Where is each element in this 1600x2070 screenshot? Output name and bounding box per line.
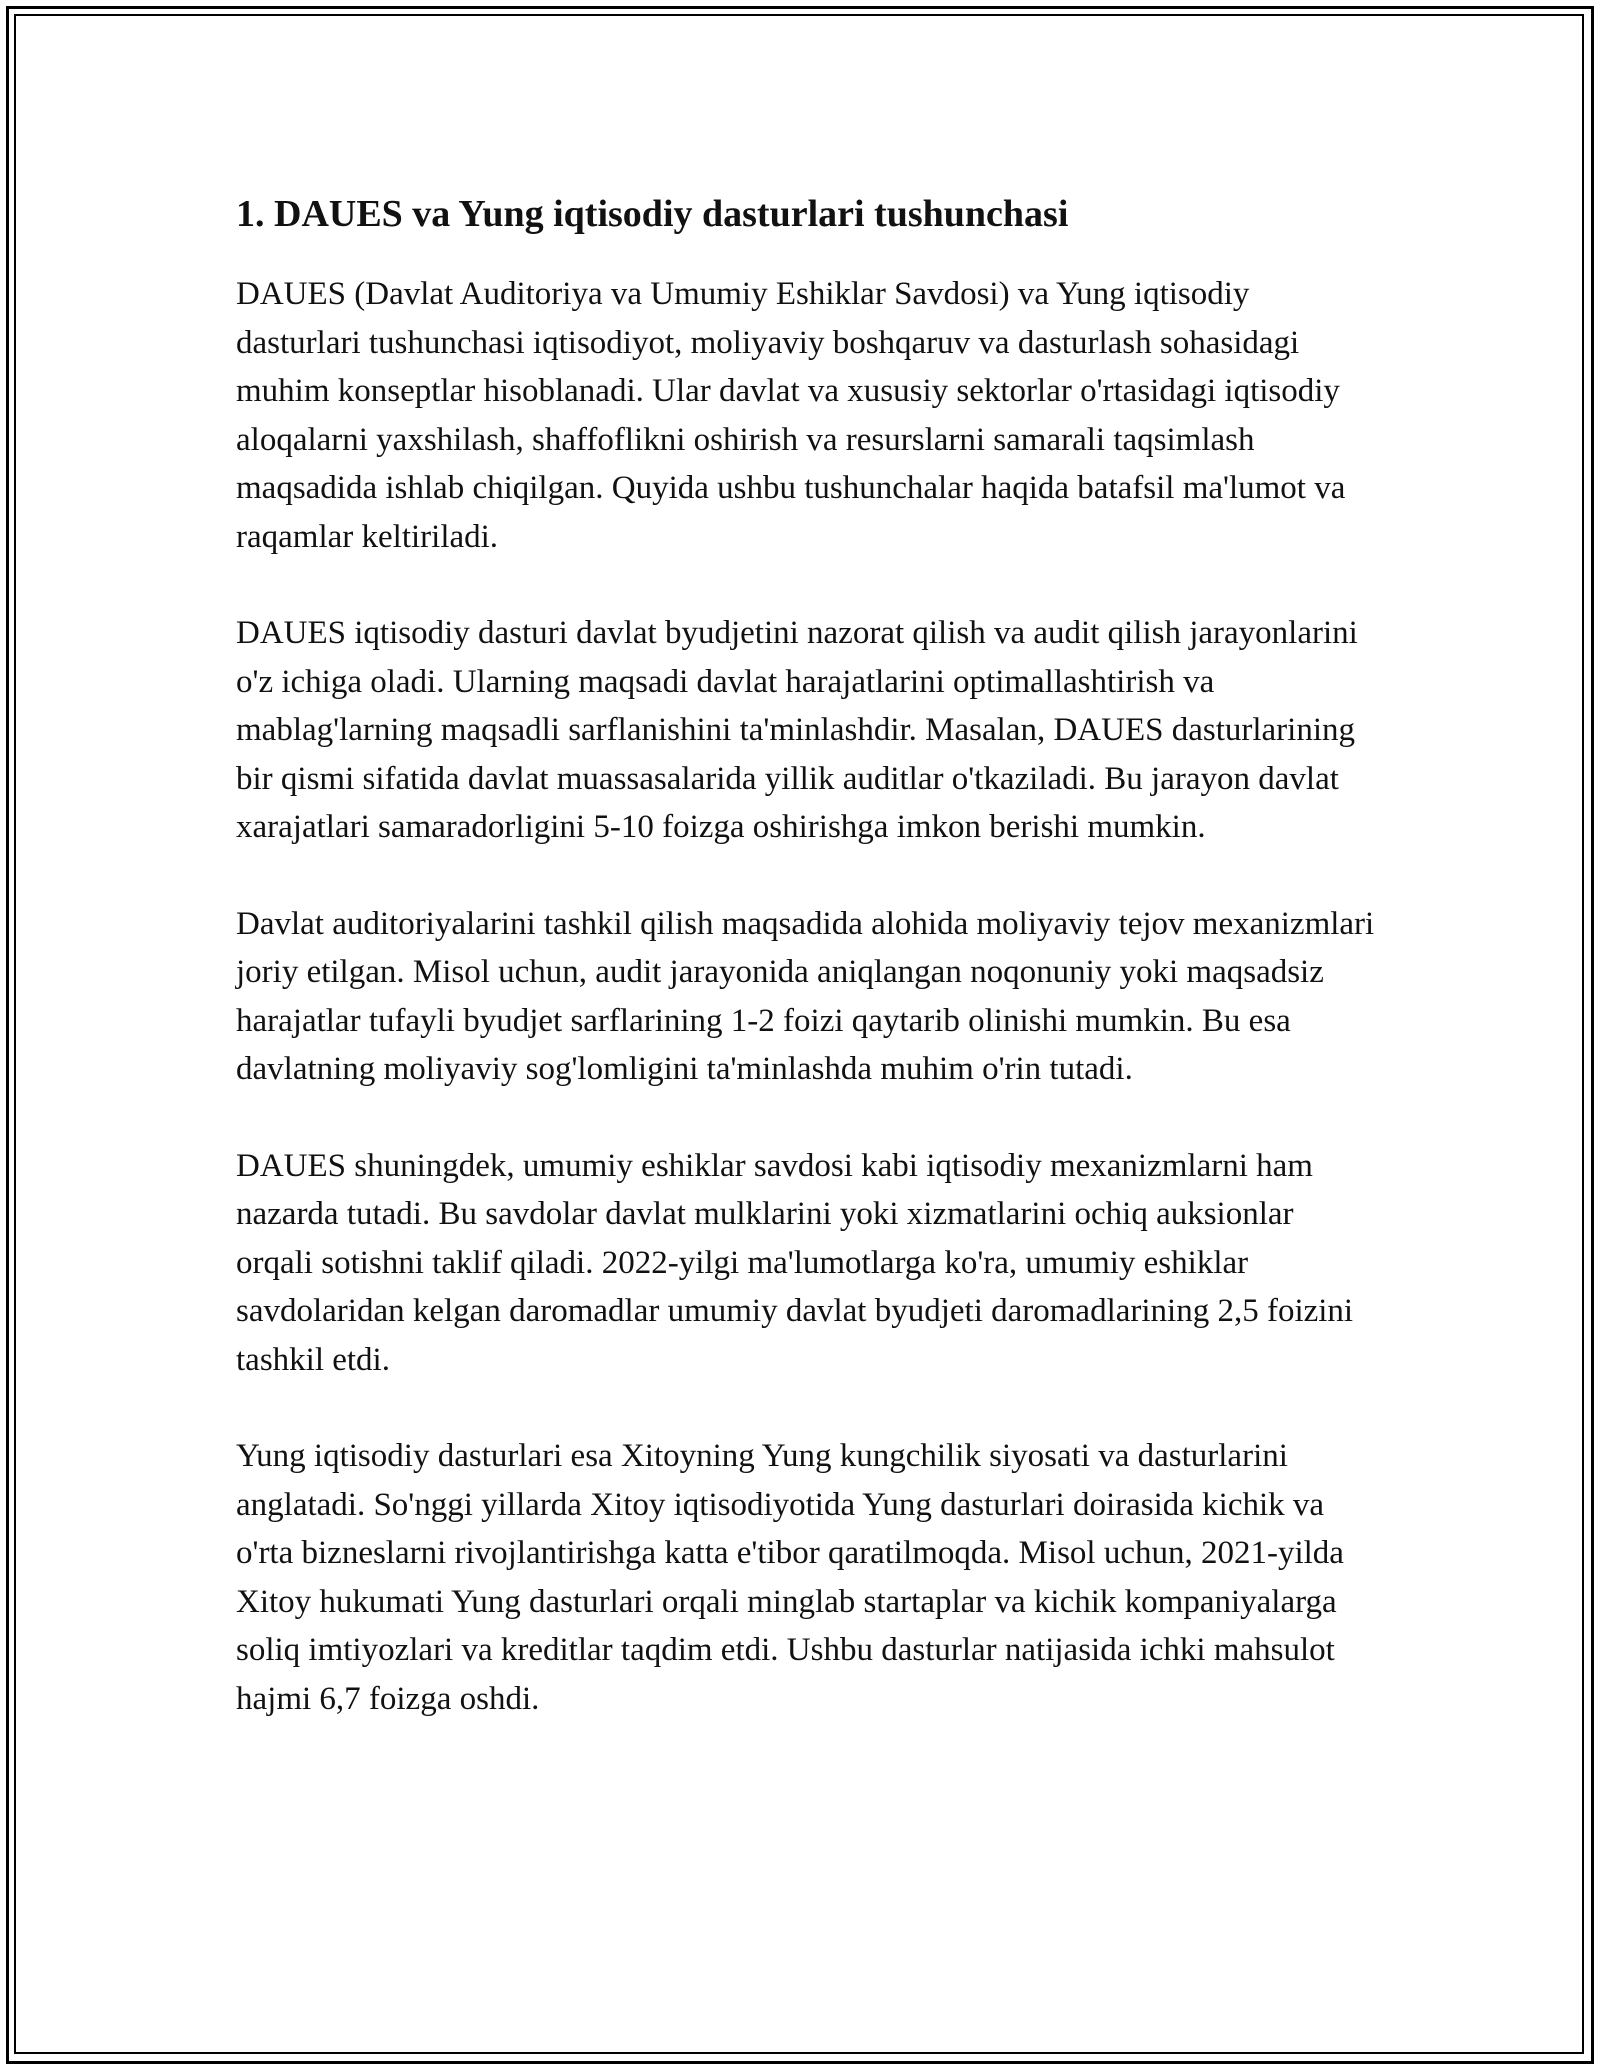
paragraph-audit-savings: Davlat auditoriyalarini tashkil qilish maqsadida alohida moliyaviy tejov mexanizmlari joriy etilgan. Misol uchun, audit jarayonida aniqlangan noqonuniy yoki maqsadsiz harajatlar tufayli byudjet sarflarining 1-2 foizi qaytarib olinishi mumkin. Bu esa davlatning moliyaviy sog'lomligini ta'minlashda muhim o'rin tutadi. <box>236 905 1375 1087</box>
document-body <box>236 186 1376 1771</box>
paragraph-daues-budget: DAUES iqtisodiy dasturi davlat byudjetini nazorat qilish va audit qilish jarayonlarini o'z ichiga oladi. Ularning maqsadi davlat harajatlarini optimallashtirish va mablag'larning maqsadli sarflanishini ta'minlashdir. Masalan, DAUES dasturlarining bir qismi sifatida davlat muassasalarida yillik auditlar o'tkaziladi. Bu jarayon davlat xarajatlari samaradorligini 5-10 foizga oshirishga imkon berishi mumkin. <box>236 615 1358 845</box>
paragraph-public-auctions: DAUES shuningdek, umumiy eshiklar savdosi kabi iqtisodiy mexanizmlarni ham nazarda tutadi. Bu savdolar davlat mulklarini yoki xizmatlarini ochiq auksionlar orqali sotishni taklif qiladi. 2022-yilgi ma'lumotlarga ko'ra, umumiy eshiklar savdolaridan kelgan daromadlar umumiy davlat byudjeti daromadlarining 2,5 foizini tashkil etdi. <box>236 1147 1354 1378</box>
page-title: 1. DAUES va Yung iqtisodiy dasturlari tushunchasi <box>236 193 1069 235</box>
paragraph-intro: DAUES (Davlat Auditoriya va Umumiy Eshiklar Savdosi) va Yung iqtisodiy dasturlari tushunchasi iqtisodiyot, moliyaviy boshqaruv va dasturlash sohasidagi muhim konseptlar hisoblanadi. Ular davlat va xususiy sektorlar o'rtasidagi iqtisodiy aloqalarni yaxshilash, shaffoflikni oshirish va resurslarni samarali taqsimlash maqsadida ishlab chiqilgan. Quyida ushbu tushunchalar haqida batafsil ma'lumot va raqamlar keltiriladi. <box>236 276 1346 555</box>
paragraph-yung-programs: Yung iqtisodiy dasturlari esa Xitoyning Yung kungchilik siyosati va dasturlarini anglatadi. So'nggi yillarda Xitoy iqtisodiyotida Yung dasturlari doirasida kichik va o'rta bizneslarni rivojlantirishga katta e'tibor qaratilmoqda. Misol uchun, 2021-yilda Xitoy hukumati Yung dasturlari orqali minglab startaplar va kichik kompaniyalarga soliq imtiyozlari va kreditlar taqdim etdi. Ushbu dasturlar natijasida ichki mahsulot hajmi 6,7 foizga oshdi. <box>236 1438 1344 1717</box>
